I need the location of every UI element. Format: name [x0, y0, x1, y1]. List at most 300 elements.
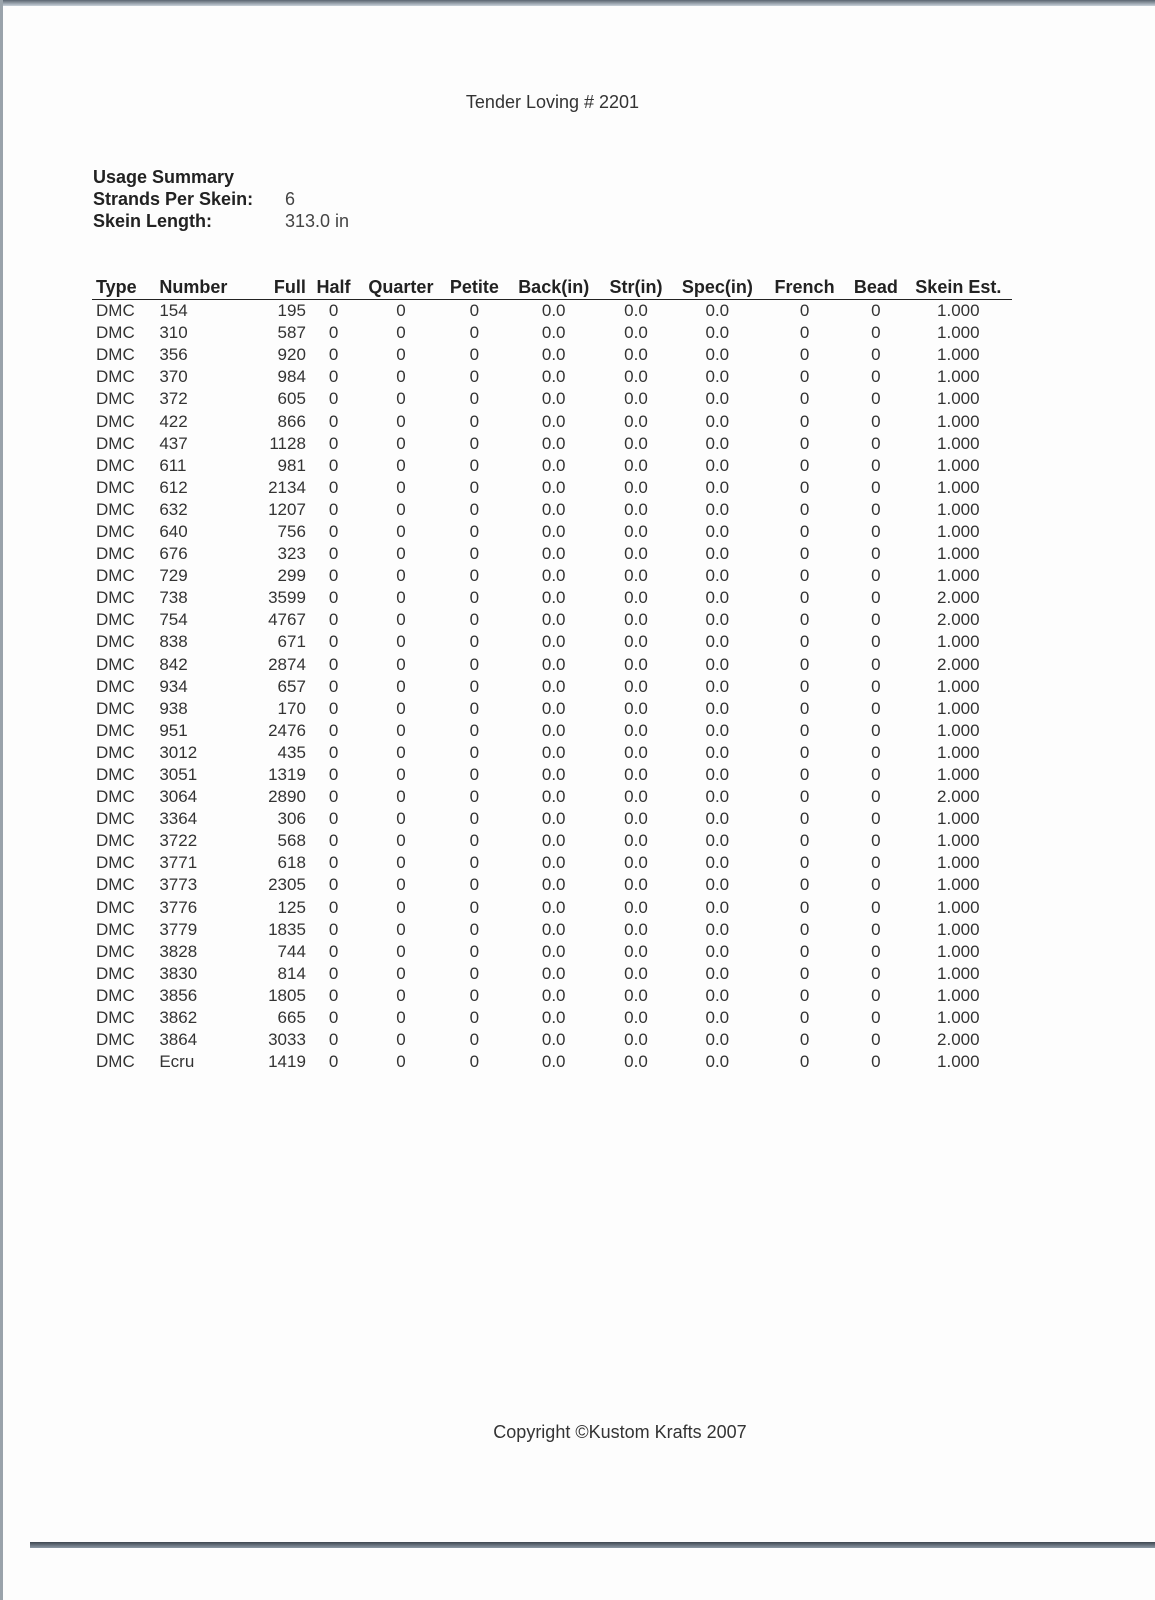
cell-petite: 0 — [469, 367, 480, 387]
cell-full: 1419 — [268, 1052, 306, 1072]
cell-back: 0.0 — [541, 698, 566, 718]
cell-quarter: 0 — [396, 831, 406, 851]
cell-back: 0.0 — [541, 1052, 566, 1072]
cell-back: 0.0 — [541, 720, 566, 740]
table-row — [92, 1051, 1012, 1073]
cell-full: 744 — [277, 941, 306, 961]
cell-french: 0 — [799, 853, 810, 873]
cell-half: 0 — [328, 853, 339, 873]
cell-bead: 0 — [871, 985, 881, 1005]
cell-quarter: 0 — [396, 698, 406, 718]
cell-petite: 0 — [469, 610, 480, 630]
cell-quarter: 0 — [396, 566, 406, 586]
cell-str: 0.0 — [624, 765, 648, 785]
cell-french: 0 — [799, 1008, 810, 1028]
cell-number: 154 — [159, 301, 188, 321]
cell-petite: 0 — [469, 566, 480, 586]
cell-str: 0.0 — [624, 985, 648, 1005]
cell-bead: 0 — [871, 588, 881, 608]
cell-full: 814 — [277, 963, 306, 983]
cell-half: 0 — [328, 367, 339, 387]
table-row — [92, 808, 1012, 830]
page-top-edge — [0, 0, 1155, 6]
cell-str: 0.0 — [624, 323, 648, 343]
cell-back: 0.0 — [541, 588, 566, 608]
cell-half: 0 — [328, 897, 339, 917]
cell-full: 435 — [277, 742, 306, 762]
cell-half: 0 — [328, 521, 339, 541]
cell-back: 0.0 — [541, 367, 566, 387]
cell-french: 0 — [799, 698, 810, 718]
cell-type: DMC — [96, 676, 135, 696]
cell-type: DMC — [96, 875, 135, 895]
cell-spec: 0.0 — [705, 1052, 730, 1072]
header-str: Str(in) — [599, 276, 672, 300]
cell-str: 0.0 — [624, 787, 648, 807]
cell-skein-est: 2.000 — [937, 654, 980, 674]
copyright-notice: Copyright ©Kustom Krafts 2007 — [493, 1422, 747, 1442]
cell-quarter: 0 — [396, 301, 406, 321]
cell-petite: 0 — [469, 1052, 480, 1072]
table-row — [92, 654, 1012, 676]
cell-full: 618 — [277, 853, 306, 873]
cell-petite: 0 — [469, 809, 480, 829]
cell-back: 0.0 — [541, 1030, 566, 1050]
cell-french: 0 — [799, 499, 810, 519]
cell-back: 0.0 — [541, 323, 566, 343]
cell-half: 0 — [328, 411, 339, 431]
cell-number: 3864 — [159, 1030, 198, 1050]
cell-number: 838 — [159, 632, 188, 652]
table-row — [92, 852, 1012, 874]
header-quarter: Quarter — [361, 276, 441, 300]
table-row — [92, 1007, 1012, 1029]
cell-petite: 0 — [469, 941, 480, 961]
cell-number: 951 — [159, 720, 188, 740]
cell-skein-est: 1.000 — [937, 477, 980, 497]
cell-str: 0.0 — [624, 566, 648, 586]
cell-spec: 0.0 — [705, 367, 730, 387]
cell-half: 0 — [328, 787, 339, 807]
cell-back: 0.0 — [541, 433, 566, 453]
cell-full: 2134 — [268, 477, 306, 497]
cell-type: DMC — [96, 544, 135, 564]
cell-type: DMC — [96, 610, 135, 630]
cell-full: 299 — [277, 566, 306, 586]
cell-back: 0.0 — [541, 389, 566, 409]
cell-french: 0 — [799, 875, 810, 895]
cell-spec: 0.0 — [705, 499, 730, 519]
cell-french: 0 — [799, 1030, 810, 1050]
cell-number: 729 — [159, 566, 188, 586]
cell-back: 0.0 — [541, 742, 566, 762]
cell-full: 2476 — [268, 720, 306, 740]
cell-half: 0 — [328, 831, 339, 851]
cell-petite: 0 — [469, 963, 480, 983]
cell-skein-est: 1.000 — [937, 897, 980, 917]
table-row — [92, 941, 1012, 963]
cell-back: 0.0 — [541, 632, 566, 652]
cell-petite: 0 — [469, 411, 480, 431]
cell-bead: 0 — [871, 875, 881, 895]
cell-str: 0.0 — [624, 1052, 648, 1072]
cell-str: 0.0 — [624, 544, 648, 564]
cell-petite: 0 — [469, 787, 480, 807]
cell-quarter: 0 — [396, 875, 406, 895]
cell-bead: 0 — [871, 499, 881, 519]
cell-skein-est: 1.000 — [937, 853, 980, 873]
cell-str: 0.0 — [624, 455, 648, 475]
cell-half: 0 — [328, 919, 339, 939]
cell-type: DMC — [96, 897, 135, 917]
cell-petite: 0 — [469, 919, 480, 939]
cell-str: 0.0 — [624, 433, 648, 453]
cell-str: 0.0 — [624, 1008, 648, 1028]
cell-type: DMC — [96, 566, 135, 586]
cell-full: 866 — [277, 411, 306, 431]
cell-spec: 0.0 — [705, 1008, 730, 1028]
cell-bead: 0 — [871, 367, 881, 387]
cell-back: 0.0 — [541, 1008, 566, 1028]
cell-spec: 0.0 — [705, 941, 730, 961]
cell-back: 0.0 — [541, 941, 566, 961]
cell-number: 640 — [159, 521, 188, 541]
cell-back: 0.0 — [541, 499, 566, 519]
cell-skein-est: 1.000 — [937, 985, 980, 1005]
cell-spec: 0.0 — [705, 853, 730, 873]
cell-spec: 0.0 — [705, 787, 730, 807]
header-back: Back(in) — [508, 276, 599, 300]
cell-petite: 0 — [469, 654, 480, 674]
cell-half: 0 — [328, 1008, 339, 1028]
cell-spec: 0.0 — [705, 345, 730, 365]
cell-spec: 0.0 — [705, 389, 730, 409]
table-row — [92, 874, 1012, 896]
cell-quarter: 0 — [396, 676, 406, 696]
cell-type: DMC — [96, 499, 135, 519]
cell-full: 1207 — [268, 499, 306, 519]
cell-half: 0 — [328, 566, 339, 586]
cell-spec: 0.0 — [705, 742, 730, 762]
cell-petite: 0 — [469, 455, 480, 475]
cell-bead: 0 — [871, 742, 881, 762]
cell-str: 0.0 — [624, 1030, 648, 1050]
cell-quarter: 0 — [396, 323, 406, 343]
cell-skein-est: 1.000 — [937, 765, 980, 785]
cell-skein-est: 1.000 — [937, 963, 980, 983]
cell-french: 0 — [799, 588, 810, 608]
cell-french: 0 — [799, 345, 810, 365]
cell-spec: 0.0 — [705, 544, 730, 564]
cell-skein-est: 1.000 — [937, 433, 980, 453]
cell-skein-est: 1.000 — [937, 720, 980, 740]
cell-french: 0 — [799, 720, 810, 740]
cell-number: 3830 — [159, 963, 198, 983]
cell-half: 0 — [328, 301, 339, 321]
cell-bead: 0 — [871, 919, 881, 939]
cell-bead: 0 — [871, 676, 881, 696]
table-row — [92, 388, 1012, 410]
header-bead: Bead — [847, 276, 905, 300]
cell-quarter: 0 — [396, 1052, 406, 1072]
cell-str: 0.0 — [624, 411, 648, 431]
cell-type: DMC — [96, 720, 135, 740]
cell-half: 0 — [328, 323, 339, 343]
cell-bead: 0 — [871, 787, 881, 807]
usage-table-body — [92, 300, 1012, 1074]
cell-full: 984 — [277, 367, 306, 387]
cell-type: DMC — [96, 433, 135, 453]
cell-type: DMC — [96, 698, 135, 718]
cell-half: 0 — [328, 345, 339, 365]
cell-number: Ecru — [159, 1052, 195, 1072]
cell-type: DMC — [96, 985, 135, 1005]
cell-skein-est: 1.000 — [937, 566, 980, 586]
table-header-row — [92, 276, 1012, 300]
cell-full: 2305 — [268, 875, 306, 895]
cell-bead: 0 — [871, 720, 881, 740]
cell-full: 1835 — [268, 919, 306, 939]
cell-number: 612 — [159, 477, 188, 497]
cell-bead: 0 — [871, 963, 881, 983]
cell-str: 0.0 — [624, 742, 648, 762]
cell-french: 0 — [799, 521, 810, 541]
cell-spec: 0.0 — [705, 963, 730, 983]
cell-type: DMC — [96, 787, 135, 807]
cell-french: 0 — [799, 985, 810, 1005]
cell-spec: 0.0 — [705, 323, 730, 343]
cell-back: 0.0 — [541, 787, 566, 807]
cell-bead: 0 — [871, 941, 881, 961]
cell-half: 0 — [328, 809, 339, 829]
cell-back: 0.0 — [541, 897, 566, 917]
cell-full: 3033 — [268, 1030, 306, 1050]
cell-petite: 0 — [469, 433, 480, 453]
cell-skein-est: 2.000 — [937, 610, 980, 630]
cell-skein-est: 1.000 — [937, 632, 980, 652]
cell-half: 0 — [328, 1030, 339, 1050]
cell-bead: 0 — [871, 897, 881, 917]
cell-number: 422 — [159, 411, 188, 431]
cell-skein-est: 1.000 — [937, 919, 980, 939]
cell-french: 0 — [799, 632, 810, 652]
cell-petite: 0 — [469, 389, 480, 409]
cell-spec: 0.0 — [705, 588, 730, 608]
cell-full: 323 — [277, 544, 306, 564]
cell-str: 0.0 — [624, 963, 648, 983]
cell-full: 306 — [277, 809, 306, 829]
cell-skein-est: 2.000 — [937, 1030, 980, 1050]
cell-quarter: 0 — [396, 632, 406, 652]
cell-petite: 0 — [469, 1030, 480, 1050]
cell-quarter: 0 — [396, 963, 406, 983]
cell-half: 0 — [328, 963, 339, 983]
cell-spec: 0.0 — [705, 521, 730, 541]
cell-type: DMC — [96, 963, 135, 983]
cell-str: 0.0 — [624, 389, 648, 409]
cell-bead: 0 — [871, 632, 881, 652]
cell-skein-est: 1.000 — [937, 676, 980, 696]
cell-spec: 0.0 — [705, 610, 730, 630]
cell-bead: 0 — [871, 809, 881, 829]
cell-number: 3771 — [159, 853, 198, 873]
cell-type: DMC — [96, 367, 135, 387]
cell-french: 0 — [799, 809, 810, 829]
cell-number: 3856 — [159, 985, 198, 1005]
header-spec: Spec(in) — [673, 276, 762, 300]
usage-summary — [93, 166, 349, 232]
cell-str: 0.0 — [624, 853, 648, 873]
cell-type: DMC — [96, 455, 135, 475]
cell-back: 0.0 — [541, 919, 566, 939]
table-row — [92, 300, 1012, 323]
cell-back: 0.0 — [541, 521, 566, 541]
cell-str: 0.0 — [624, 477, 648, 497]
cell-quarter: 0 — [396, 765, 406, 785]
cell-french: 0 — [799, 323, 810, 343]
cell-bead: 0 — [871, 389, 881, 409]
cell-number: 738 — [159, 588, 188, 608]
cell-quarter: 0 — [396, 1030, 406, 1050]
cell-quarter: 0 — [396, 544, 406, 564]
cell-french: 0 — [799, 787, 810, 807]
cell-skein-est: 1.000 — [937, 1008, 980, 1028]
cell-full: 2874 — [268, 654, 306, 674]
cell-type: DMC — [96, 345, 135, 365]
cell-french: 0 — [799, 654, 810, 674]
table-row — [92, 455, 1012, 477]
cell-number: 3051 — [159, 765, 198, 785]
header-petite: Petite — [441, 276, 508, 300]
cell-quarter: 0 — [396, 654, 406, 674]
cell-french: 0 — [799, 742, 810, 762]
cell-full: 981 — [277, 455, 306, 475]
cell-full: 657 — [277, 676, 306, 696]
cell-bead: 0 — [871, 411, 881, 431]
cell-full: 568 — [277, 831, 306, 851]
cell-str: 0.0 — [624, 654, 648, 674]
cell-number: 356 — [159, 345, 188, 365]
cell-number: 372 — [159, 389, 188, 409]
cell-half: 0 — [328, 499, 339, 519]
cell-back: 0.0 — [541, 963, 566, 983]
cell-half: 0 — [328, 765, 339, 785]
table-row — [92, 897, 1012, 919]
cell-french: 0 — [799, 610, 810, 630]
cell-back: 0.0 — [541, 301, 566, 321]
cell-number: 3364 — [159, 809, 198, 829]
table-row — [92, 676, 1012, 698]
cell-petite: 0 — [469, 588, 480, 608]
cell-number: 754 — [159, 610, 188, 630]
cell-back: 0.0 — [541, 853, 566, 873]
cell-half: 0 — [328, 455, 339, 475]
cell-quarter: 0 — [396, 610, 406, 630]
cell-half: 0 — [328, 654, 339, 674]
cell-skein-est: 1.000 — [937, 875, 980, 895]
table-row — [92, 764, 1012, 786]
cell-spec: 0.0 — [705, 919, 730, 939]
cell-half: 0 — [328, 632, 339, 652]
table-row — [92, 631, 1012, 653]
cell-french: 0 — [799, 367, 810, 387]
cell-quarter: 0 — [396, 389, 406, 409]
cell-type: DMC — [96, 765, 135, 785]
cell-bead: 0 — [871, 765, 881, 785]
cell-str: 0.0 — [624, 941, 648, 961]
cell-petite: 0 — [469, 985, 480, 1005]
strands-label: Strands Per Skein: — [93, 189, 254, 209]
cell-number: 938 — [159, 698, 188, 718]
cell-full: 1128 — [269, 433, 306, 453]
cell-half: 0 — [328, 875, 339, 895]
cell-petite: 0 — [469, 720, 480, 740]
cell-quarter: 0 — [396, 919, 406, 939]
table-row — [92, 919, 1012, 941]
cell-petite: 0 — [469, 477, 480, 497]
cell-back: 0.0 — [541, 875, 566, 895]
table-row — [92, 963, 1012, 985]
cell-half: 0 — [328, 676, 339, 696]
cell-bead: 0 — [871, 323, 881, 343]
cell-type: DMC — [96, 941, 135, 961]
page-left-edge — [0, 0, 3, 1600]
cell-petite: 0 — [469, 831, 480, 851]
cell-petite: 0 — [469, 853, 480, 873]
cell-half: 0 — [328, 941, 339, 961]
cell-quarter: 0 — [396, 720, 406, 740]
cell-bead: 0 — [871, 654, 881, 674]
cell-type: DMC — [96, 632, 135, 652]
table-row — [92, 410, 1012, 432]
cell-quarter: 0 — [396, 499, 406, 519]
cell-number: 310 — [159, 323, 188, 343]
cell-spec: 0.0 — [705, 1030, 730, 1050]
table-row — [92, 742, 1012, 764]
table-row — [92, 609, 1012, 631]
cell-full: 756 — [277, 521, 306, 541]
cell-spec: 0.0 — [705, 433, 730, 453]
cell-bead: 0 — [871, 610, 881, 630]
cell-spec: 0.0 — [705, 765, 730, 785]
cell-number: 632 — [159, 499, 188, 519]
cell-full: 125 — [277, 897, 306, 917]
cell-half: 0 — [328, 433, 339, 453]
cell-type: DMC — [96, 919, 135, 939]
cell-quarter: 0 — [396, 809, 406, 829]
cell-str: 0.0 — [624, 676, 648, 696]
header-type: Type — [92, 276, 155, 300]
cell-french: 0 — [799, 1052, 810, 1072]
header-half: Half — [306, 276, 361, 300]
cell-str: 0.0 — [624, 809, 648, 829]
cell-petite: 0 — [469, 742, 480, 762]
cell-number: 3828 — [159, 941, 198, 961]
cell-number: 370 — [159, 367, 188, 387]
cell-full: 195 — [277, 301, 306, 321]
cell-skein-est: 1.000 — [937, 323, 980, 343]
cell-skein-est: 1.000 — [937, 455, 980, 475]
cell-back: 0.0 — [541, 610, 566, 630]
cell-full: 170 — [277, 698, 306, 718]
cell-number: 934 — [159, 676, 188, 696]
table-row — [92, 698, 1012, 720]
cell-type: DMC — [96, 411, 135, 431]
cell-full: 671 — [277, 632, 306, 652]
cell-french: 0 — [799, 831, 810, 851]
cell-back: 0.0 — [541, 455, 566, 475]
cell-french: 0 — [799, 477, 810, 497]
